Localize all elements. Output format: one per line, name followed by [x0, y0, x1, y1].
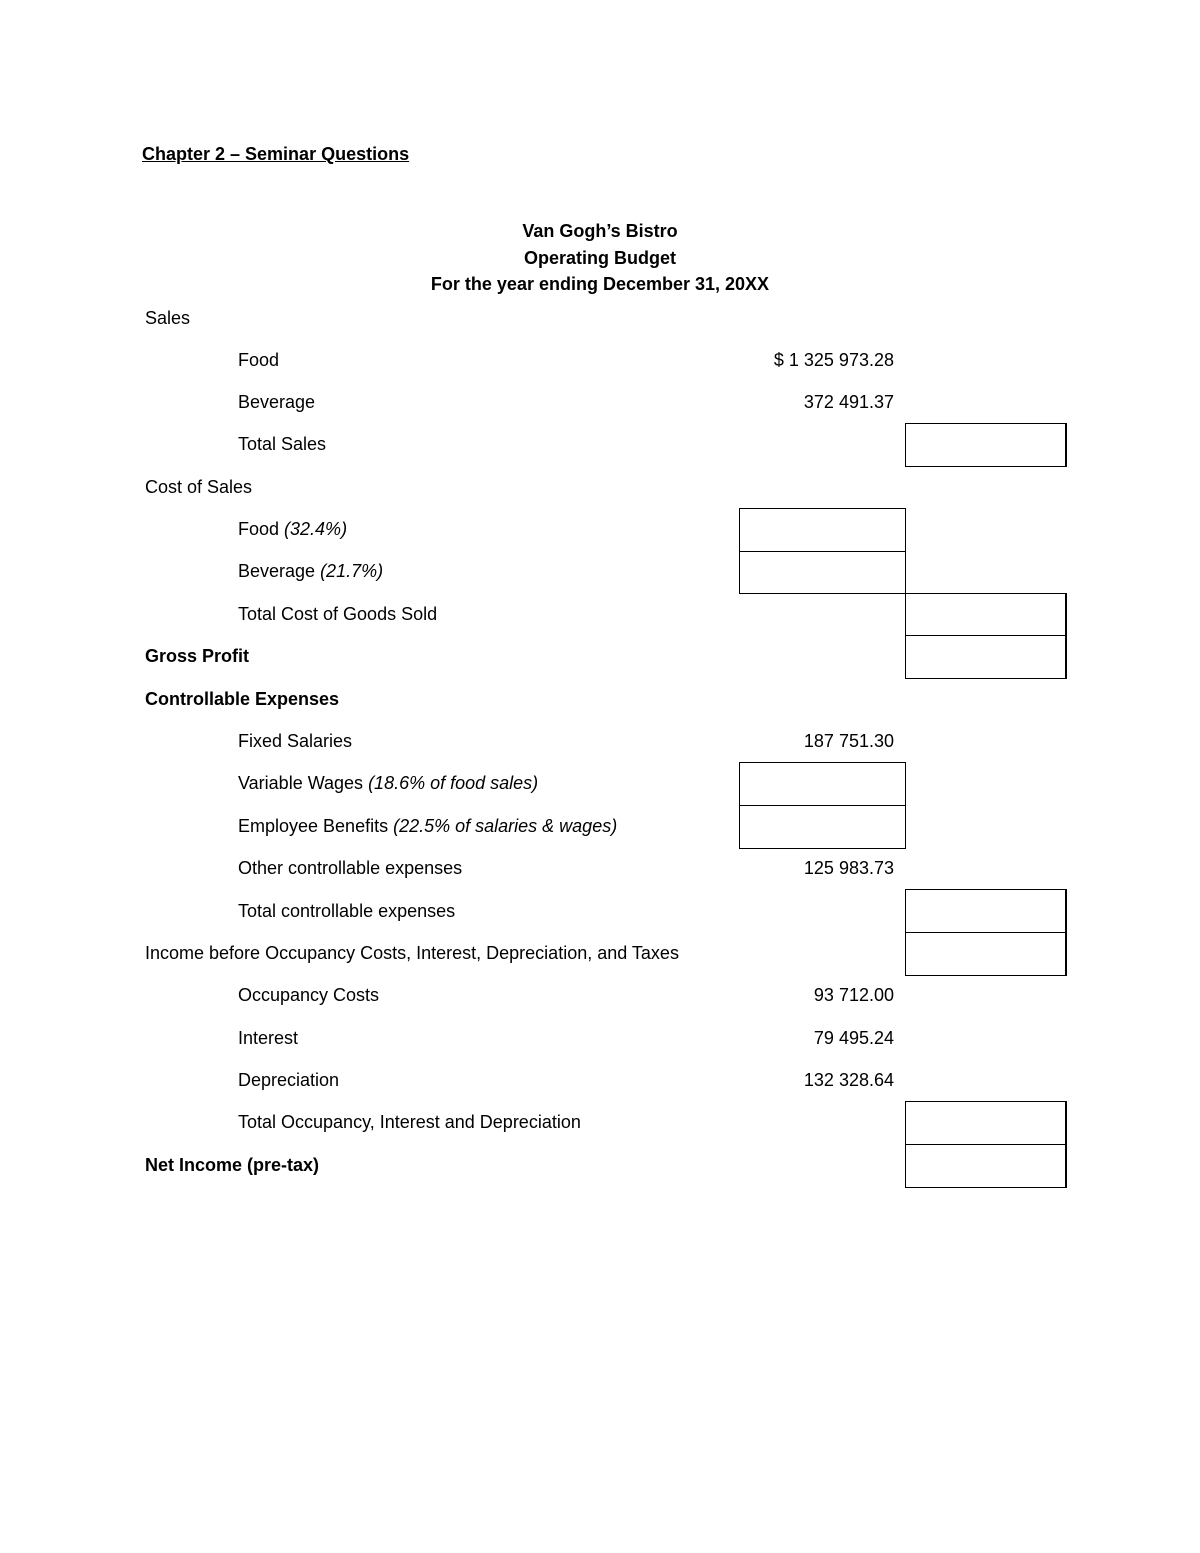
section-label-net-income: Net Income (pre-tax) — [145, 1155, 320, 1175]
row-interest — [0, 1018, 1200, 1060]
line-label-other-controllable: Other controllable expenses — [238, 858, 463, 878]
row-variable-wages — [0, 763, 1200, 805]
rate-note: (21.7%) — [320, 561, 384, 581]
amount-other-controllable: 125 983.73 — [803, 858, 894, 878]
line-label-cos-food: Food (32.4%) — [238, 519, 348, 539]
answer-box-total-cogs[interactable] — [905, 593, 1067, 636]
row-cos-beverage — [0, 551, 1200, 593]
answer-box-variable-wages[interactable] — [739, 762, 906, 806]
amount-depreciation: 132 328.64 — [803, 1070, 894, 1090]
row-sales — [0, 298, 1200, 340]
line-label-occupancy: Occupancy Costs — [238, 985, 380, 1005]
rate-note: (18.6% of food sales) — [368, 773, 539, 793]
line-label-total-oid: Total Occupancy, Interest and Depreciation — [238, 1112, 581, 1132]
row-cos-food — [0, 509, 1200, 551]
section-label-cost-of-sales: Cost of Sales — [145, 477, 253, 497]
amount-interest: 79 495.24 — [813, 1028, 894, 1048]
answer-box-cos-beverage[interactable] — [739, 551, 906, 594]
answer-box-employee-benefits[interactable] — [739, 805, 906, 849]
section-label-controllable-expenses: Controllable Expenses — [145, 689, 340, 709]
row-occupancy — [0, 975, 1200, 1017]
row-cost-of-sales — [0, 467, 1200, 509]
amount-occupancy: 93 712.00 — [813, 985, 894, 1005]
section-label-gross-profit: Gross Profit — [145, 646, 250, 666]
row-controllable-expenses — [0, 679, 1200, 721]
answer-box-total-controllable[interactable] — [905, 889, 1067, 933]
company-name: Van Gogh’s Bistro — [522, 221, 678, 241]
line-label-food: Food — [238, 350, 280, 370]
rate-note: (22.5% of salaries & wages) — [393, 816, 618, 836]
section-label-sales: Sales — [145, 308, 191, 328]
row-depreciation — [0, 1060, 1200, 1102]
answer-box-gross-profit[interactable] — [905, 635, 1067, 679]
row-beverage-sales — [0, 382, 1200, 424]
report-title: Operating Budget — [524, 248, 676, 268]
line-label-interest: Interest — [238, 1028, 299, 1048]
amount-food-sales: $ 1 325 973.28 — [773, 350, 894, 370]
line-label-depreciation: Depreciation — [238, 1070, 340, 1090]
line-label-variable-wages: Variable Wages (18.6% of food sales) — [238, 773, 539, 793]
answer-box-net-income[interactable] — [905, 1144, 1067, 1188]
section-label-income-before: Income before Occupancy Costs, Interest, Depreciation, and Taxes — [145, 943, 679, 963]
answer-box-total-oid[interactable] — [905, 1101, 1067, 1145]
line-label-fixed-salaries: Fixed Salaries — [238, 731, 353, 751]
amount-beverage-sales: 372 491.37 — [803, 392, 894, 412]
line-label-total-controllable: Total controllable expenses — [238, 901, 456, 921]
answer-box-income-before[interactable] — [905, 932, 1067, 976]
line-label-cos-beverage: Beverage (21.7%) — [238, 561, 384, 581]
page-heading: Chapter 2 – Seminar Questions — [142, 144, 410, 164]
row-food-sales — [0, 340, 1200, 382]
row-fixed-salaries — [0, 721, 1200, 763]
amount-fixed-salaries: 187 751.30 — [803, 731, 894, 751]
line-label-total-sales: Total Sales — [238, 434, 327, 454]
report-period: For the year ending December 31, 20XX — [430, 274, 770, 294]
line-label-beverage: Beverage — [238, 392, 316, 412]
answer-box-cos-food[interactable] — [739, 508, 906, 552]
row-employee-benefits — [0, 806, 1200, 848]
rate-note: (32.4%) — [284, 519, 348, 539]
line-label-total-cogs: Total Cost of Goods Sold — [238, 604, 438, 624]
answer-box-total-sales[interactable] — [905, 423, 1067, 467]
row-other-controllable — [0, 848, 1200, 890]
line-label-employee-benefits: Employee Benefits (22.5% of salaries & wages) — [238, 816, 618, 836]
